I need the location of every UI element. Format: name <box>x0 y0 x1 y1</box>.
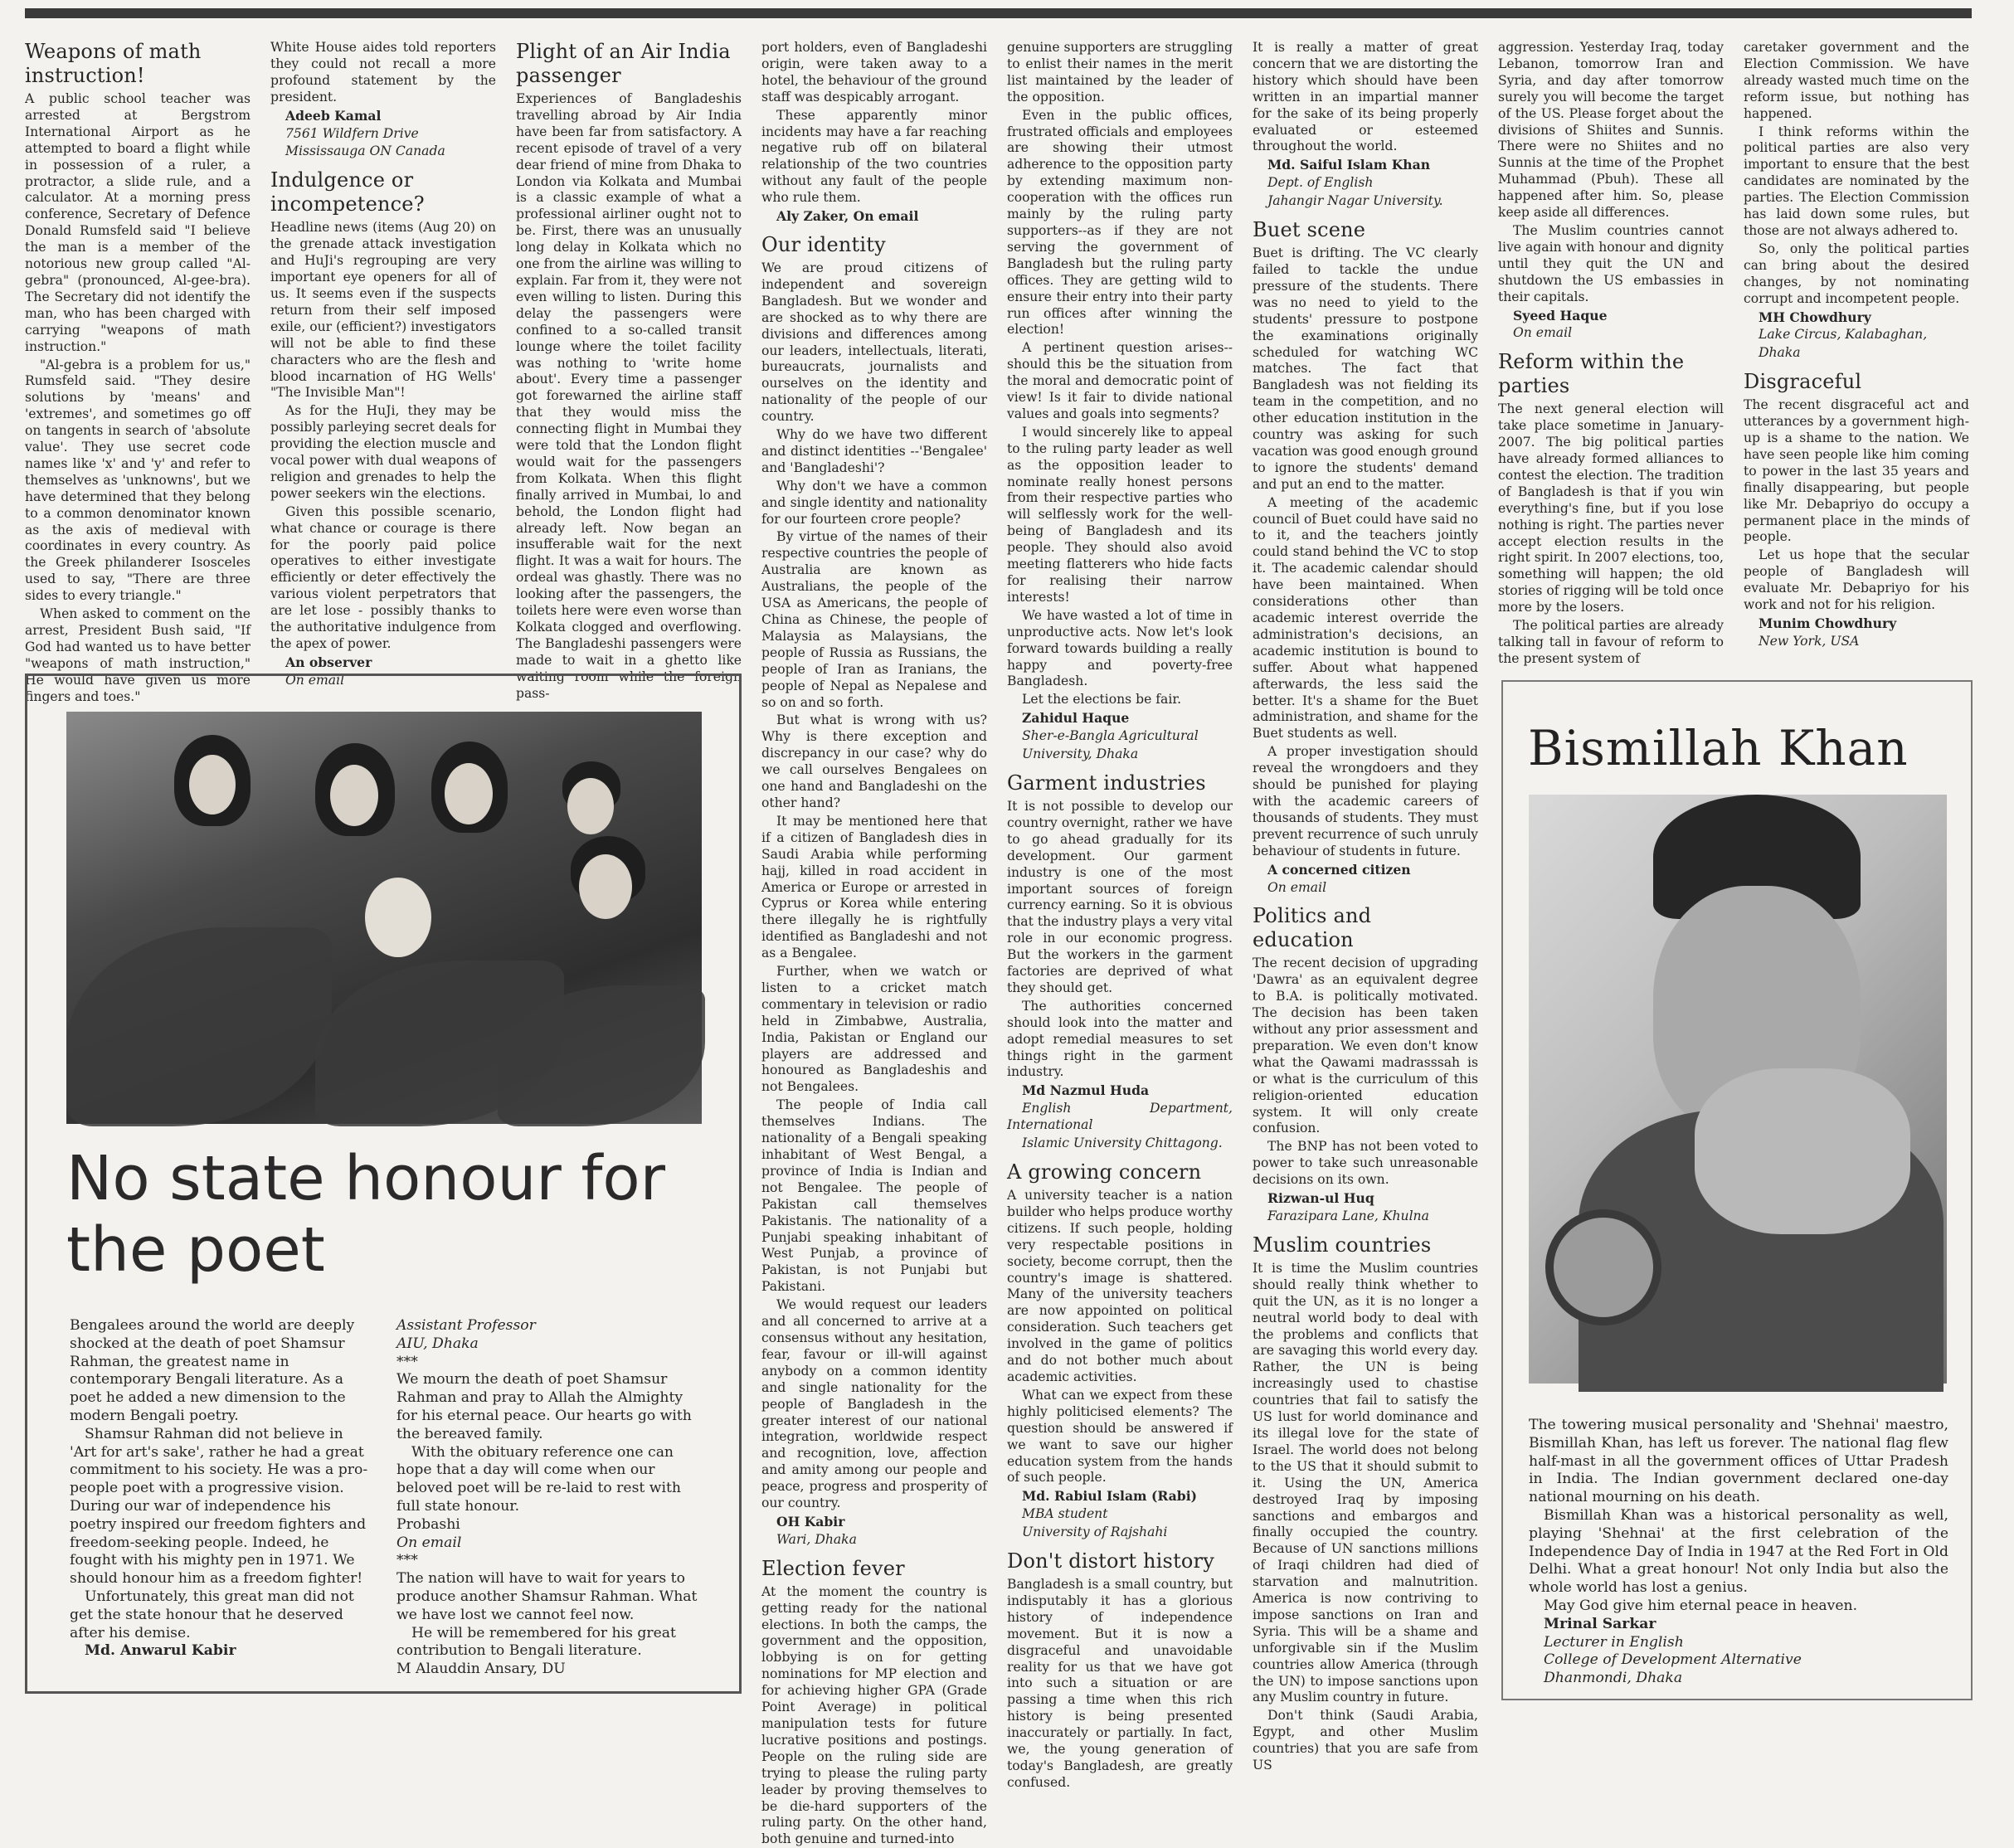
letter-affiliation: English Department, International <box>1007 1101 1233 1133</box>
poet-left-paragraph: Bengalees around the world are deeply shocked at the death of poet Shamsur Rahman, the greatest name in contemporary Bengali literature. As a poet he added a new dimension to the modern Bengali poetry. <box>70 1317 355 1424</box>
letter-signature: Zahidul Haque <box>1022 710 1130 727</box>
letter-paragraph: Buet is drifting. The VC clearly failed to tackle the undue pressure of the students. There was no need to yield to the students' pressure to postpone the examinations originally scheduled for watching WC matches. The fact that Bangladesh was not fielding its team in the competition, and no other education institution in the country was asking for such vacation was good enough ground to ignore the students' demand and put an end to the matter. <box>1253 246 1478 492</box>
letter-paragraph: A meeting of the academic council of Buet could have said no to it, and the teachers jointly could stand behind the VC to stop it. The academic calendar should have been maintained. When considerations other than academic interest override the administration's decisions, an academic institution is bound to suffer. About what happened afterwards, the less said the better. It's a shame for the Buet administration, and shame for the Buet students as well. <box>1253 494 1478 742</box>
letter-title: Disgraceful <box>1744 370 1862 394</box>
letter-paragraph: Even in the public offices, frustrated officials and employees are showing their utmost adherence to the opposition party by extending maximum non-cooperation with the offices run mainly by the ruling party supporters--as if they are not serving the government of Bangladesh but the ruling party offices. They are getting wild to ensure their entry into their party run offices after winning the election! <box>1007 107 1233 338</box>
letter-title: Indulgence or incompetence? <box>270 168 425 216</box>
letter-affiliation: On email <box>285 672 345 688</box>
letter-paragraph: Bangladesh is a small country, but indisputably it has a glorious history of independence movement. But it is now a disgraceful and unavoidable reality for us that we have got into such a situation or are passing a time when this rich history is being presented inaccurately or partially. In fact, we, the young generation of today's Bangladesh, are greatly confused. <box>1007 1577 1233 1790</box>
letter-signature: MH Chowdhury <box>1759 309 1871 325</box>
letter-paragraph: Let us hope that the secular people of Bangladesh will evaluate Mr. Debapriyo for his work and not for his religion. <box>1744 547 1969 613</box>
letter-paragraph: port holders, even of Bangladeshi origin, were taken away to a hotel, the behaviour of the ground staff was despicably arrogant. <box>761 40 988 105</box>
letter-paragraph: A university teacher is a nation builder who helps produce worthy citizens. If such people, holding very respectable positions in society, become corrupt, then the country's image is shattered. Many of the university teachers are now appointed on political consideration. Such teachers get involved in the game of politics and do not bother much about academic activities. <box>1007 1188 1233 1384</box>
poet-left-signature: Md. Anwarul Kabir <box>85 1642 236 1660</box>
letter-signature: Syeed Haque <box>1513 307 1608 323</box>
letter-affiliation: Dept. of English <box>1267 175 1374 191</box>
poet-left-paragraph: Unfortunately, this great man did not get the state honour that he deserved after his demise. <box>70 1588 354 1641</box>
column-3 <box>516 40 742 701</box>
affiliation-line: Dhanmondi, Dhaka <box>1544 1670 1683 1687</box>
affiliation-line: College of Development Alternative <box>1544 1651 1802 1669</box>
letter-signature: Md Nazmul Huda <box>1022 1082 1150 1099</box>
letter-paragraph: "Al-gebra is a problem for us," Rumsfeld said. "They desire solutions by 'means' and 'extremes', and sometimes go off on tangents in search of 'absolute value'. They use secret code names like 'x' and 'y' and refer to themselves as 'unknowns', but we have determined that they belong to a common denominator known as the axis of medieval with coordinates in every country. As the Greek philanderer Isosceles used to say, "There are three sides to every triangle." <box>25 357 251 604</box>
letter-paragraph: I think reforms within the political parties are also very important to ensure that the best candidates are nominated by the parties. The Election Commission has laid down some rules, but those are not always adhered to. <box>1744 124 1969 238</box>
letter-title: Weapons of math instruction! <box>25 40 202 87</box>
letter-paragraph: The authorities concerned should look into the matter and adopt remedial measures to set things right in the garment industry. <box>1007 998 1233 1080</box>
letter-paragraph: Headline news (items (Aug 20) on the grenade attack investigation and HuJi's regrouping are very important eye openers for all of us. It seems even if the suspects return from their self imposed exile, our (efficient?) investigators will not be able to find these characters who are the flesh and blood incarnation of HG Wells' "The Invisible Man"! <box>270 220 496 401</box>
letter-paragraph: Given this possible scenario, what chance or courage is there for the poorly paid police operatives to either investigate efficiently or deter effectively the various violent perpetrators that are let lose - possibly thanks to the authoritative indulgence from the apex of power. <box>270 503 496 651</box>
letter-paragraph: What can we expect from these highly politicised elements? The question should be answered if we want to save our higher education system from the hands of such people. <box>1007 1387 1233 1486</box>
letter-title: Don't distort history <box>1007 1549 1214 1573</box>
letter-paragraph: Why do we have two different and distinct identities --'Bengalee' and 'Bangladeshi'? <box>761 427 987 475</box>
poet-right-paragraph: The nation will have to wait for years to produce another Shamsur Rahman. What we have lost we cannot feel now. <box>396 1570 698 1623</box>
letter-paragraph: A proper investigation should reveal the wrongdoers and they should be punished for playing with the academic careers of thousands of students. They must prevent recurrence of such unruly behaviour of students in future. <box>1253 744 1478 858</box>
letter-signature: Aly Zaker, On email <box>776 208 919 225</box>
letter-paragraph: White House aides told reporters they could not recall a more profound statement by the president. <box>270 40 496 105</box>
affiliation-line: Lecturer in English <box>1544 1633 1684 1651</box>
letter-title: Our identity <box>761 232 886 256</box>
letter-paragraph: When asked to comment on the arrest, President Bush said, "If God had wanted us to have better "weapons of math instruction," He would have given us more fingers and toes." <box>25 606 251 704</box>
letter-affiliation: Mississauga ON Canada <box>285 143 445 159</box>
letter-title: Muslim countries <box>1253 1233 1432 1257</box>
letter-paragraph: A public school teacher was arrested at Bergstrom International Airport as he attempted to board a flight while in possession of a ruler, a protractor, a slide rule, and a calculator. At a morning press conference, Secretary of Defence Donald Rumsfeld said "I believe the man is a member of the notorious new group called "Al-gebra" (pronounced, Al-gee-bra). The Secretary did not identify the man, who has been charged with carrying "weapons of math instruction." <box>25 91 251 354</box>
affiliation-line: Assistant Professor <box>396 1317 536 1334</box>
bismillah-signature: Mrinal Sarkar <box>1544 1615 1656 1632</box>
bismillah-title: Bismillah Khan <box>1528 720 1909 776</box>
letter-affiliation: On email <box>1513 325 1573 341</box>
letter-paragraph: I would sincerely like to appeal to the ruling party leader as well as the opposition leader to nominate really honest persons from their respective parties who will selflessly work for the well-being of Bangladesh and its people. They should also avoid meeting flatterers who hide facts for realising their narrow interests! <box>1007 424 1233 605</box>
family-photo <box>66 712 702 1124</box>
letter-affiliation: Lake Circus, Kalabaghan, <box>1759 327 1928 343</box>
letter-paragraph: We are proud citizens of independent and sovereign Bangladesh. But we wonder and are shocked as to why there are divisions and differences among our leaders, intellectuals, literati, bureaucrats, journalists and ourselves on the identity and nationality of the people of our country. <box>761 260 987 425</box>
affiliation-line: On email <box>396 1534 462 1551</box>
column-8 <box>1744 40 1969 658</box>
letter-title: Politics and education <box>1253 904 1372 952</box>
separator: *** <box>396 1353 418 1370</box>
poet-right-paragraph: With the obituary reference one can hope that a day will come when our beloved poet will be re-laid to rest with full state honour. <box>396 1443 681 1515</box>
column-4 <box>761 40 988 1847</box>
letter-affiliation: On email <box>1267 879 1327 895</box>
letter-paragraph: Why don't we have a common and single identity and nationality for our fourteen crore people? <box>761 478 987 527</box>
letter-paragraph: Experiences of Bangladeshis travelling abroad by Air India have been far from satisfactory. A recent episode of travel of a very dear friend of mine from Dhaka to London via Kolkata and Mumbai is a classic example of what a professional airliner ought not to be. First, there was an unusually long delay in Kolkata which no one from the airline was willing to explain. Far from it, they were not even willing to listen. During this delay the passengers were confined to a so-called transit lounge where the toilet facility was nothing to 'write home about'. Every time a passenger got forewarned the airline staff that they would miss the connecting flight in Mumbai they were told that the London flight would wait for the passengers from Kolkata. When this flight finally arrived in Mumbai, lo and behold, the London flight had already left. Now began an insufferable wait for the next flight. It was a wait for hours. The ordeal was ghastly. There was no looking after the passengers, the toilets here were even worse than Kolkata clogged and overflowing. The Bangladeshi passengers were made to wait in a ghetto like waiting room while the foreign pass- <box>516 91 742 701</box>
letter-affiliation: Dhaka <box>1759 345 1801 361</box>
letter-paragraph: aggression. Yesterday Iraq, today Lebanon, tomorrow Iran and Syria, and day after tomorrow surely you will become the target of the US. Please forget about the divisions of Shiites and Sunnis. There were no Shiites and no Sunnis at the time of the Prophet Muhammad (Pbuh). These all happened after him. So, please keep aside all differences. <box>1498 40 1724 221</box>
letter-signature: OH Kabir <box>776 1513 845 1529</box>
poet-right-paragraph: We mourn the death of poet Shamsur Rahman and pray to Allah the Almighty for his eternal peace. Our hearts go with the bereaved family. <box>396 1371 692 1442</box>
affiliation-line: AIU, Dhaka <box>396 1335 479 1352</box>
poet-headline: No state honour for the poet <box>66 1143 666 1286</box>
letter-paragraph: The BNP has not been voted to power to take such unreasonable decisions on its own. <box>1253 1139 1478 1188</box>
column-6 <box>1253 40 1478 1773</box>
letter-paragraph: So, only the political parties can bring about the desired changes, by not nominating corrupt and incompetent people. <box>1744 241 1969 306</box>
letter-paragraph: The recent decision of upgrading 'Dawra' as an equivalent degree to B.A. is politically motivated. The decision has been taken without any prior assessment and preparation. We even don't know what the Qawami madrasssah is or what is the curriculum of this religion-oriented education system. It will only create confusion. <box>1253 956 1478 1136</box>
letter-title: Reform within the parties <box>1498 350 1685 398</box>
letter-paragraph: As for the HuJi, they may be possibly parleying secret deals for providing the election muscle and vocal power with dual weapons of religion and grenades to help the power seekers win the elections. <box>270 403 496 501</box>
letter-paragraph: The people of India call themselves Indians. The nationality of a Bengali speaking inhabitant of West Bengal, a province of India is Indian and not Bengalee. The people of Pakistan call themselves Pakistanis. The nationality of a Punjabi speaking inhabitant of West Punjab, a province of Pakistan, is not Punjabi but Pakistani. <box>761 1097 987 1295</box>
letter-affiliation: Farazipara Lane, Khulna <box>1267 1208 1429 1223</box>
letter-signature: Rizwan-ul Huq <box>1267 1190 1374 1207</box>
letter-paragraph: It may be mentioned here that if a citizen of Bangladesh dies in Saudi Arabia while performing hajj, killed in road accident in America or Europe or arrested in Cyprus or Korea while entering there illegally he is rightfully identified as Bangladeshi and not as a Bengalee. <box>761 813 987 961</box>
letter-signature: Md. Rabiul Islam (Rabi) <box>1022 1488 1197 1505</box>
letter-paragraph: At the moment the country is getting ready for the national elections. In both the camps, the government and the opposition, lobbying is on for getting nominations for MP election and for achieving higher GPA (Grade Point Average) in political manipulation tests for future lucrative positions and postings. People on the ruling side are trying to please the ruling party leader by proving themselves to be die-hard supporters of the ruling party. On the other hand, both genuine and turned-into <box>761 1583 987 1847</box>
bismillah-paragraph: May God give him eternal peace in heaven. <box>1544 1597 1858 1614</box>
letter-paragraph: But what is wrong with us? Why is there exception and discrepancy in our case? why do we call ourselves Bengalees on one hand and Bangladeshi on the other hand? <box>761 712 987 810</box>
bismillah-photo <box>1529 795 1947 1384</box>
letter-paragraph: The recent disgraceful act and utterances by a government high-up is a shame to the nation. We have seen people like him coming to power in the last 35 years and finally disappearing, but people like Mr. Debapriyo do occupy a permanent place in the minds of people. <box>1744 397 1969 545</box>
letter-affiliation: University of Rajshahi <box>1022 1525 1168 1540</box>
bismillah-paragraph: The towering musical personality and 'Shehnai' maestro, Bismillah Khan, has left us forever. The national flag flew half-mast in all the government offices of Uttar Pradesh in India. The Indian government declared one-day national mourning on his death. <box>1529 1417 1948 1506</box>
bismillah-text <box>1529 1417 1948 1688</box>
poet-letter-right <box>396 1317 703 1690</box>
letter-paragraph: The next general election will take place sometime in January-2007. The big political parties have already formed alliances to contest the election. The tradition of Bangladesh is that if you win everything's fine, but if you lose nothing is right. The parties never accept election results in the right spirit. In 2007 elections, too, something will happen; the old stories of rigging will be told once more by the losers. <box>1498 401 1724 615</box>
letter-paragraph: It is really a matter of great concern that we are distorting the history which should have been written in an impartial manner for the sake of its being properly evaluated or esteemed throughout the world. <box>1253 40 1478 154</box>
letter-signature: Md. Saiful Islam Khan <box>1267 157 1431 173</box>
letter-affiliation: Islamic University Chittagong. <box>1022 1136 1223 1151</box>
letter-signature: An observer <box>285 654 372 670</box>
signature: M Alauddin Ansary, DU <box>396 1661 566 1678</box>
column-5 <box>1007 40 1233 1790</box>
poet-left-paragraph: Shamsur Rahman did not believe in 'Art for art's sake', rather he had a great commitment to his society. He was a pro-people poet with a progressive vision. During our war of independence his poetry inspired our freedom fighters and freedom-seeking people. Indeed, he fought with his mighty pen in 1971. We should honour him as a freedom fighter! <box>70 1425 368 1588</box>
bismillah-paragraph: Bismillah Khan was a historical personality as well, playing 'Shehnai' at the first celebration of the Independence Day of India in 1947 at the Red Fort in Old Delhi. What a great honour! Not only India but also the whole world has lost a genius. <box>1529 1506 1948 1597</box>
letter-paragraph: It is not possible to develop our country overnight, rather we have to go ahead gradually for its development. Our garment industry is one of the most important sources of foreign currency earning. So it is obvious that the industry plays a very vital role in our economic progress. But the workers in the garment factories are deprived of what they should get. <box>1007 798 1233 995</box>
letter-paragraph: We have wasted a lot of time in unproductive acts. Now let's look forward towards building a really happy and poverty-free Bangladesh. <box>1007 607 1233 689</box>
separator: *** <box>396 1552 418 1569</box>
letter-paragraph: These apparently minor incidents may have a far reaching negative rub off on bilateral relationship of the two countries without any fault of the people who rule them. <box>761 107 987 206</box>
letter-affiliation: MBA student <box>1022 1506 1108 1522</box>
letter-affiliation: Wari, Dhaka <box>776 1531 857 1547</box>
letter-paragraph: We would request our leaders and all concerned to arrive at a consensus without any hesitation, fear, favour or ill-will against anybody on a common identity and single nationality for the people of Bangladesh in the greater interest of our national integration, worldwide respect and recognition, love, affection and amity among our people and peace, progress and prosperity of our country. <box>761 1297 987 1511</box>
letter-title: Plight of an Air India passenger <box>516 40 731 87</box>
letter-title: Garment industries <box>1007 771 1206 795</box>
letter-paragraph: The Muslim countries cannot live again with honour and dignity until they quit the UN and shutdown the US embassies in their capitals. <box>1498 222 1724 304</box>
letter-paragraph: The political parties are already talking tall in favour of reform to the present system of <box>1498 618 1724 666</box>
letter-signature: Adeeb Kamal <box>285 107 382 124</box>
column-2 <box>270 40 496 688</box>
letter-paragraph: Further, when we watch or listen to a cricket match commentary in television or radio held in Zimbabwe, Australia, India, Pakistan or England our players are addressed and honoured as Bangladeshis and not Bengalees. <box>761 964 987 1095</box>
signature: Probashi <box>396 1515 460 1533</box>
letter-paragraph: caretaker government and the Election Commission. We have already wasted much time on the reform issue, but nothing has happened. <box>1744 40 1969 121</box>
letter-title: Election fever <box>761 1556 905 1580</box>
letter-paragraph: genuine supporters are struggling to enlist their names in the merit list maintained by the leader of the opposition. <box>1007 40 1233 105</box>
poet-right-paragraph: He will be remembered for his great contribution to Bengali literature. <box>396 1624 676 1660</box>
letter-affiliation: 7561 Wildfern Drive <box>285 125 419 141</box>
letter-title: Buet scene <box>1253 218 1366 242</box>
top-rule <box>25 8 1972 18</box>
column-1 <box>25 40 251 704</box>
letter-affiliation: New York, USA <box>1759 633 1860 649</box>
letter-affiliation: Jahangir Nagar University. <box>1267 193 1443 209</box>
letter-paragraph: It is time the Muslim countries should really think whether to quit the UN, as it is no longer a neutral world body to deal with the problems and conflicts that are savaging this world every day. Rather, the UN is being increasingly used to chastise countries that fail to satisfy the US lust for world dominance and its illegal love for the state of Israel. The world does not belong to the US that it should submit to it. Using the UN, America destroyed Iraq by imposing sanctions and embargos and finally occupied the country. Because of UN sanctions millions of Iraqi children had died of starvation and malnutrition. America is now contriving to impose sanctions on Iran and Syria. This will be a shame and unforgivable sin if the Muslim countries allow America (through the UN) to impose sanctions upon any Muslim country in future. <box>1253 1260 1478 1705</box>
letter-signature: Munim Chowdhury <box>1759 615 1897 631</box>
letter-affiliation: University, Dhaka <box>1022 746 1139 762</box>
letter-paragraph: A pertinent question arises--should this be the situation from the moral and democratic point of view! Is it fair to divide national values and goals into segments? <box>1007 340 1233 421</box>
letter-paragraph: By virtue of the names of their respective countries the people of Australia are known as Australians, the people of the USA as Americans, the people of China as Chinese, the people of Malaysia as Malaysians, the people of Russia as Russians, the people of Iran as Iranians, the people of Nepal as Nepalese and so on and so forth. <box>761 529 987 710</box>
letter-signature: A concerned citizen <box>1267 861 1411 878</box>
letter-paragraph: Let the elections be fair. <box>1022 692 1182 708</box>
column-7 <box>1498 40 1724 666</box>
letter-affiliation: Sher-e-Bangla Agricultural <box>1022 728 1199 744</box>
letter-paragraph: Don't think (Saudi Arabia, Egypt, and other Muslim countries) that you are safe from US <box>1253 1708 1478 1773</box>
letter-title: A growing concern <box>1007 1160 1202 1184</box>
poet-letter-left <box>70 1317 368 1690</box>
